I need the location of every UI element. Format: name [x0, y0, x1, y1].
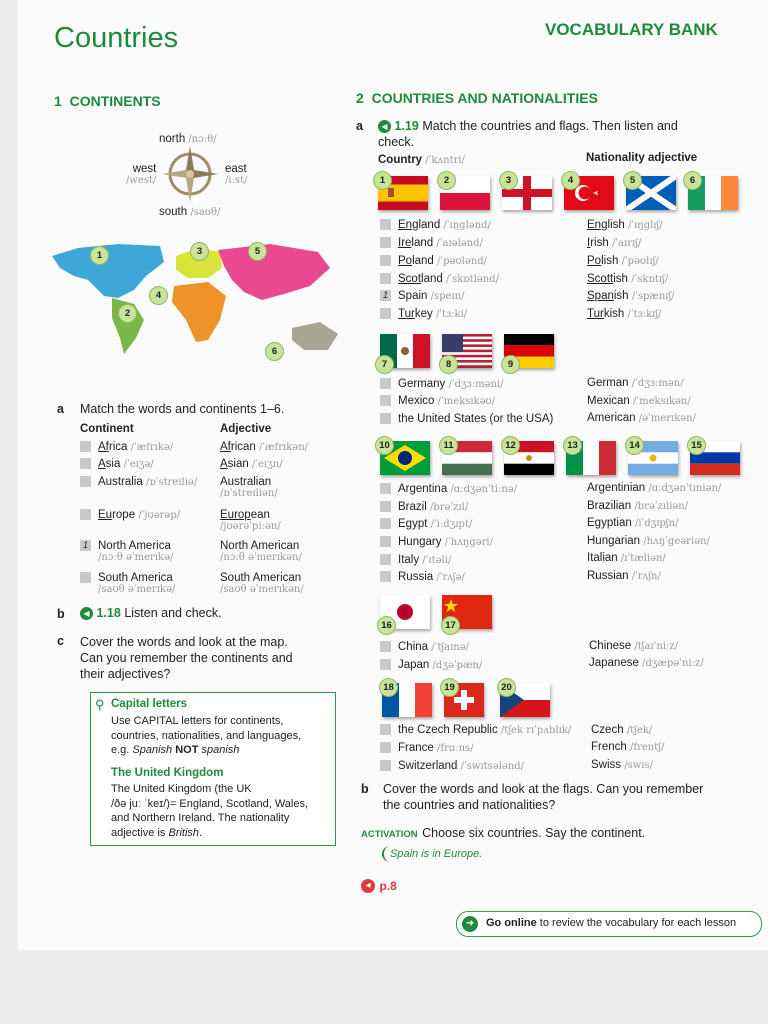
country-row-egypt: Egypt /ˈiːdʒɪpt/: [380, 518, 472, 530]
nationality-french: French /frentʃ/: [591, 741, 665, 753]
answer-box[interactable]: [380, 483, 391, 494]
magnifier-icon: ⚲: [95, 697, 105, 712]
nationality-mexican: Mexican /ˈmeksɪkən/: [587, 395, 691, 407]
uk-heading: The United Kingdom: [111, 767, 224, 779]
nationality-german: German /ˈdʒɜːmən/: [587, 377, 684, 389]
country-row-turkey: Turkey /ˈtɜːki/: [380, 308, 467, 320]
answer-box[interactable]: [380, 255, 391, 266]
south-phonetic: /saʊθ/: [190, 207, 221, 218]
flag-number-20: 20: [497, 678, 516, 697]
exercise-2b-letter: b: [361, 782, 369, 796]
answer-box[interactable]: 1: [380, 290, 391, 301]
answer-box[interactable]: [380, 413, 391, 424]
exercise-2a: ◀ 1.19 Match the countries and flags. Then listen and check.: [378, 119, 678, 149]
nationality-american: American /əˈmerɪkən/: [587, 412, 696, 424]
answer-box[interactable]: [380, 273, 391, 284]
flag-number-13: 13: [563, 436, 582, 455]
country-row-switzerland: Switzerland /ˈswɪtsələnd/: [380, 760, 524, 772]
activation-label: ACTIVATION: [361, 829, 418, 840]
nationality-brazilian: Brazilian /brəˈzɪliən/: [587, 500, 689, 512]
map-label-6: 6: [265, 342, 284, 361]
exercise-2a-letter: a: [356, 119, 363, 133]
country-row-brazil: Brazil /brəˈzɪl/: [380, 501, 468, 513]
answer-box[interactable]: [380, 742, 391, 753]
nationality-japanese: Japanese /dʒæpəˈniːz/: [589, 657, 704, 669]
west-label: west: [132, 163, 157, 175]
section-2-number: 2: [356, 90, 364, 106]
east-label: east: [225, 163, 247, 175]
answer-box[interactable]: 1: [80, 540, 91, 551]
map-label-5: 5: [248, 242, 267, 261]
answer-box[interactable]: [380, 659, 391, 670]
answer-box[interactable]: [380, 308, 391, 319]
continent-row-australia: Australia /ɒˈstreɪliə/: [80, 476, 197, 488]
uk-text: The United Kingdom (the UK /ðə juː ˈkeɪ/)= England, Scotland, Wales, and Northern Ireland. The nationality adjective is British.: [111, 783, 309, 839]
continent-row-south-america: South America /saʊθ əˈmerɪkə/: [80, 572, 175, 595]
country-row-hungary: Hungary /ˈhʌŋgəri/: [380, 536, 493, 548]
capital-letters-text: Use CAPITAL letters for continents, countries, nationalities, and languages, e.g. Spanish NOT spanish: [111, 715, 302, 756]
adjective-african: African /ˈæfrɪkən/: [220, 441, 308, 453]
nationality-spanish: Spanish /ˈspænɪʃ/: [587, 290, 675, 302]
vocabulary-page: [18, 0, 768, 950]
australia-shape: [292, 322, 338, 350]
vocabulary-bank-label: VOCABULARY BANK: [545, 20, 718, 39]
flag-number-12: 12: [501, 436, 520, 455]
answer-box[interactable]: [380, 378, 391, 389]
section-2-title: COUNTRIES AND NATIONALITIES: [371, 90, 598, 106]
activation: [361, 824, 645, 842]
nationality-scottish: Scottish /ˈskɒtɪʃ/: [587, 273, 669, 285]
audio-track-1-18[interactable]: 1.18: [96, 606, 121, 620]
map-label-3: 3: [190, 242, 209, 261]
answer-box[interactable]: [380, 518, 391, 529]
country-row-china: China /ˈtʃaɪnə/: [380, 641, 469, 653]
north-phonetic: /nɔːθ/: [188, 134, 217, 145]
east-phonetic: /iːst/: [225, 175, 248, 186]
answer-box[interactable]: [380, 219, 391, 230]
flag-number-14: 14: [625, 436, 644, 455]
example-speech-bubble: Spain is in Europe.: [382, 846, 488, 862]
adjective-south-american: South American /saʊθ əˈmerɪkən/: [220, 572, 304, 595]
compass-south: [159, 206, 220, 218]
audio-icon[interactable]: ◀: [378, 120, 391, 133]
continent-column-header: Continent: [80, 423, 134, 435]
compass-north: [159, 133, 217, 145]
africa-shape: [172, 282, 226, 342]
answer-box[interactable]: [380, 571, 391, 582]
flag-number-16: 16: [377, 616, 396, 635]
compass-east: [225, 163, 247, 186]
nationality-hungarian: Hungarian /hʌŋˈgeəriən/: [587, 535, 710, 547]
audio-track-1-19[interactable]: 1.19: [394, 119, 419, 133]
answer-box[interactable]: [380, 536, 391, 547]
answer-box[interactable]: [380, 554, 391, 565]
exercise-1c-instruction: Cover the words and look at the map. Can you remember the continents and their adjectives?: [80, 635, 293, 681]
arrow-icon: ◂: [361, 879, 375, 893]
flag-number-11: 11: [439, 436, 458, 455]
adjective-column-header: Adjective: [220, 423, 272, 435]
activation-instruction: Choose six countries. Say the continent.: [422, 826, 646, 840]
capital-letters-heading: Capital letters: [111, 698, 188, 710]
answer-box[interactable]: [80, 572, 91, 583]
west-phonetic: /west/: [126, 175, 157, 186]
flag-number-17: 17: [441, 616, 460, 635]
exercise-1b-letter: b: [57, 607, 65, 621]
flag-number-8: 8: [439, 355, 458, 374]
map-label-4: 4: [149, 286, 168, 305]
flag-number-6: 6: [683, 171, 702, 190]
answer-box[interactable]: [80, 509, 91, 520]
go-online-banner[interactable]: [456, 911, 762, 937]
nationality-swiss: Swiss /swɪs/: [591, 759, 653, 771]
flag-number-9: 9: [501, 355, 520, 374]
exercise-1c-letter: c: [57, 634, 64, 648]
compass-west: [126, 163, 156, 186]
adjective-european: European /jʊərəˈpiːən/: [220, 509, 281, 532]
answer-box[interactable]: [380, 395, 391, 406]
continent-row-africa: Africa /ˈæfrɪkə/: [80, 441, 173, 453]
flag-number-15: 15: [687, 436, 706, 455]
go-online-text: Go online to review the vocabulary for each lesson: [486, 917, 737, 929]
exercise-1a-letter: a: [57, 402, 64, 416]
flag-number-4: 4: [561, 171, 580, 190]
exercise-1b: [80, 606, 222, 620]
map-label-1: 1: [90, 246, 109, 265]
flag-number-10: 10: [375, 436, 394, 455]
flag-number-3: 3: [499, 171, 518, 190]
nationality-czech: Czech /tʃek/: [591, 724, 653, 736]
country-row-usa: the United States (or the USA): [380, 413, 553, 425]
country-row-scotland: Scotland /ˈskɒtlənd/: [380, 273, 499, 285]
map-label-2: 2: [118, 304, 137, 323]
answer-box[interactable]: [80, 441, 91, 452]
country-row-russia: Russia /ˈrʌʃə/: [380, 571, 465, 583]
exercise-2b-instruction: Cover the words and look at the flags. Can you remember the countries and nationalities?: [383, 782, 704, 812]
asia-shape: [218, 244, 330, 300]
nationality-egyptian: Egyptian /iˈdʒɪpʃn/: [587, 517, 679, 529]
answer-box[interactable]: [380, 237, 391, 248]
south-label: south: [159, 206, 188, 218]
flag-number-19: 19: [440, 678, 459, 697]
flag-number-5: 5: [623, 171, 642, 190]
country-row-germany: Germany /ˈdʒɜːməni/: [380, 378, 504, 390]
section-2-heading: [356, 90, 598, 106]
adjective-australian: Australian /ɒˈstreɪliən/: [220, 476, 278, 499]
nationality-column-header: Nationality adjective: [586, 152, 698, 164]
audio-icon[interactable]: ◀: [80, 607, 93, 620]
exercise-1b-instruction: Listen and check.: [124, 606, 222, 620]
country-row-poland: Poland /ˈpəʊlənd/: [380, 255, 487, 267]
nationality-italian: Italian /ɪˈtæliən/: [587, 552, 666, 564]
nationality-english: English /ˈɪŋglɪʃ/: [587, 219, 663, 231]
country-row-italy: Italy /ˈɪtəli/: [380, 554, 451, 566]
nationality-polish: Polish /ˈpəʊlɪʃ/: [587, 255, 659, 267]
continent-row-north-america: 1 North America /nɔːθ əˈmerɪkə/: [80, 540, 173, 563]
country-row-czech-republic: the Czech Republic /tʃek rɪˈpʌblɪk/: [380, 724, 571, 736]
section-1-title: CONTINENTS: [69, 93, 161, 109]
section-1-number: 1: [54, 93, 62, 109]
flag-number-2: 2: [437, 171, 456, 190]
country-row-argentina: Argentina /ɑːdʒənˈtiːnə/: [380, 483, 517, 495]
adjective-north-american: North American /nɔːθ əˈmerɪkən/: [220, 540, 302, 563]
exercise-2a-instruction: Match the countries and flags. Then listen and: [422, 119, 678, 133]
nationality-russian: Russian /ˈrʌʃn/: [587, 570, 661, 582]
country-row-japan: Japan /dʒəˈpæn/: [380, 659, 482, 671]
answer-box[interactable]: [380, 501, 391, 512]
adjective-asian: Asian /ˈeɪʒn/: [220, 458, 283, 470]
country-row-spain: 1 Spain /speɪn/: [380, 290, 464, 302]
nationality-irish: Irish /ˈaɪrɪʃ/: [587, 237, 642, 249]
section-1-heading: [54, 93, 161, 109]
flag-number-18: 18: [379, 678, 398, 697]
continent-row-asia: Asia /ˈeɪʒə/: [80, 458, 154, 470]
country-row-england: England /ˈɪŋglənd/: [380, 219, 491, 231]
flag-number-1: 1: [373, 171, 392, 190]
country-row-mexico: Mexico /ˈmeksɪkəʊ/: [380, 395, 495, 407]
tip-box: [90, 692, 336, 846]
country-column-header: Country /ˈkʌntri/: [378, 154, 465, 166]
page-reference[interactable]: ◂ p.8: [361, 877, 397, 895]
north-label: north: [159, 133, 186, 145]
nationality-chinese: Chinese /tʃaɪˈniːz/: [589, 640, 679, 652]
country-row-ireland: Ireland /ˈaɪələnd/: [380, 237, 483, 249]
answer-box[interactable]: [380, 760, 391, 771]
flag-number-7: 7: [375, 355, 394, 374]
answer-box[interactable]: [80, 458, 91, 469]
continent-row-europe: Europe /ˈjʊərəp/: [80, 509, 180, 521]
answer-box[interactable]: [380, 724, 391, 735]
nationality-argentinian: Argentinian /ɑːdʒənˈtɪniən/: [587, 482, 722, 494]
compass-rose-icon: [162, 146, 218, 202]
country-row-france: France /frɑːns/: [380, 742, 474, 754]
answer-box[interactable]: [380, 641, 391, 652]
page-title: Countries: [54, 22, 179, 54]
answer-box[interactable]: [80, 476, 91, 487]
exercise-1a-instruction: Match the words and continents 1–6.: [80, 402, 285, 416]
nationality-turkish: Turkish /ˈtɜːkɪʃ/: [587, 308, 662, 320]
online-arrow-icon: ➜: [462, 916, 478, 932]
